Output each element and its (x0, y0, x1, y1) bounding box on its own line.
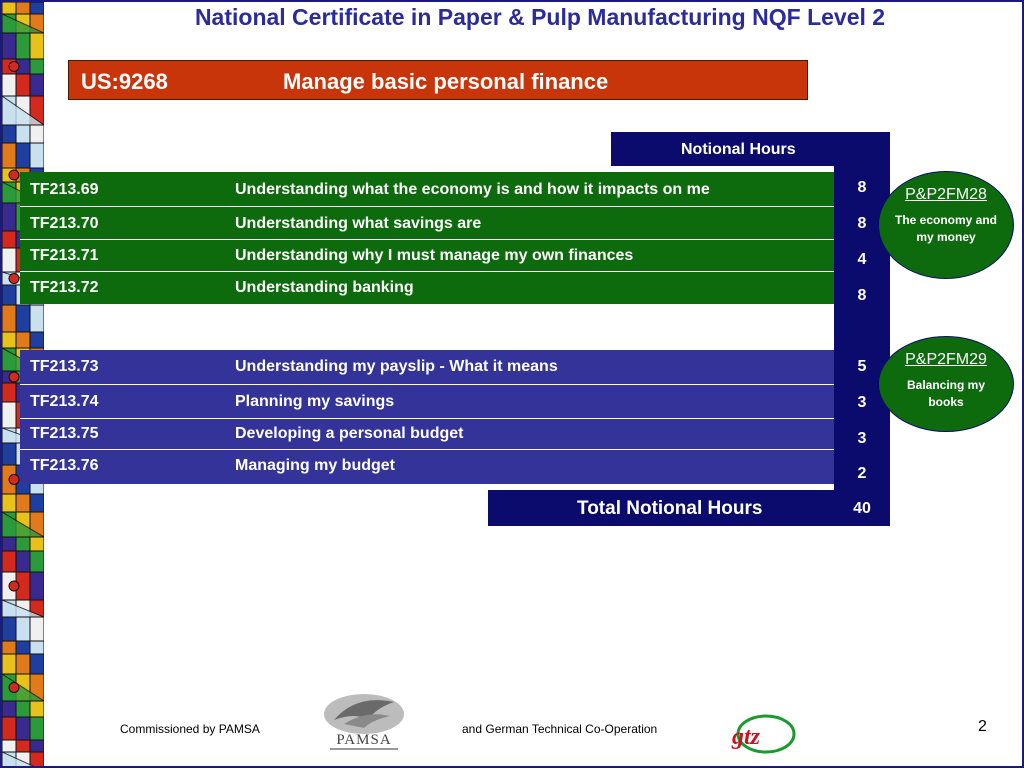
hour-value: 8 (857, 179, 867, 196)
module-description: The economy and my money (894, 213, 998, 244)
table-row (20, 272, 834, 304)
row-code: TF213.74 (30, 393, 99, 410)
hour-value: 5 (857, 358, 867, 375)
pamsa-logo (316, 690, 412, 756)
row-code: TF213.75 (30, 425, 99, 442)
gtz-logo (726, 712, 798, 756)
row-text: Understanding banking (235, 279, 414, 296)
hours-header-label: Notional Hours (681, 141, 796, 158)
row-text: Managing my budget (235, 457, 395, 474)
row-text: Understanding my payslip - What it means (235, 358, 558, 375)
table-row (20, 385, 834, 419)
total-hours-value: 40 (853, 500, 871, 517)
row-code: TF213.70 (30, 215, 99, 232)
row-text: Understanding why I must manage my own finances (235, 247, 634, 264)
unit-name: Manage basic personal finance (283, 69, 609, 94)
table-row (20, 350, 834, 385)
row-code: TF213.71 (30, 247, 99, 264)
slide-title: National Certificate in Paper & Pulp Manufacturing NQF Level 2 (194, 4, 886, 30)
row-text: Developing a personal budget (235, 425, 464, 442)
module-oval-fm28[interactable] (878, 171, 1014, 279)
unit-standard-bar (68, 60, 808, 100)
module-description: Balancing my books (906, 378, 986, 409)
module-link[interactable]: P&P2FM29 (905, 351, 987, 368)
row-text: Understanding what savings are (235, 215, 482, 232)
hour-value: 8 (857, 215, 867, 232)
table-row (20, 240, 834, 272)
hour-value: 8 (857, 287, 867, 304)
hour-value: 2 (857, 465, 867, 482)
svg-text:PAMSA: PAMSA (336, 732, 392, 748)
module-oval-fm29[interactable] (878, 336, 1014, 432)
total-hours-label: Total Notional Hours (577, 498, 763, 519)
hour-value: 4 (857, 251, 867, 268)
row-text: Planning my savings (235, 393, 395, 410)
hour-value: 3 (857, 430, 867, 447)
hours-header (611, 132, 890, 166)
page-number: 2 (978, 718, 987, 735)
table-row (20, 207, 834, 240)
row-code: TF213.72 (30, 279, 99, 296)
table-row (20, 419, 834, 450)
total-hours-bar (488, 490, 890, 526)
module-link[interactable]: P&P2FM28 (905, 186, 987, 203)
row-code: TF213.76 (30, 457, 99, 474)
footer-commissioned: Commissioned by PAMSA (120, 722, 260, 736)
table-row (20, 450, 834, 484)
hour-value: 3 (857, 394, 867, 411)
svg-text:gtz: gtz (732, 724, 761, 750)
table-row (20, 172, 834, 207)
row-code: TF213.73 (30, 358, 99, 375)
row-code: TF213.69 (30, 181, 99, 198)
unit-code: US:9268 (81, 69, 168, 94)
footer-cooperation: and German Technical Co-Operation (462, 722, 658, 736)
row-text: Understanding what the economy is and how it impacts on me (235, 181, 710, 198)
